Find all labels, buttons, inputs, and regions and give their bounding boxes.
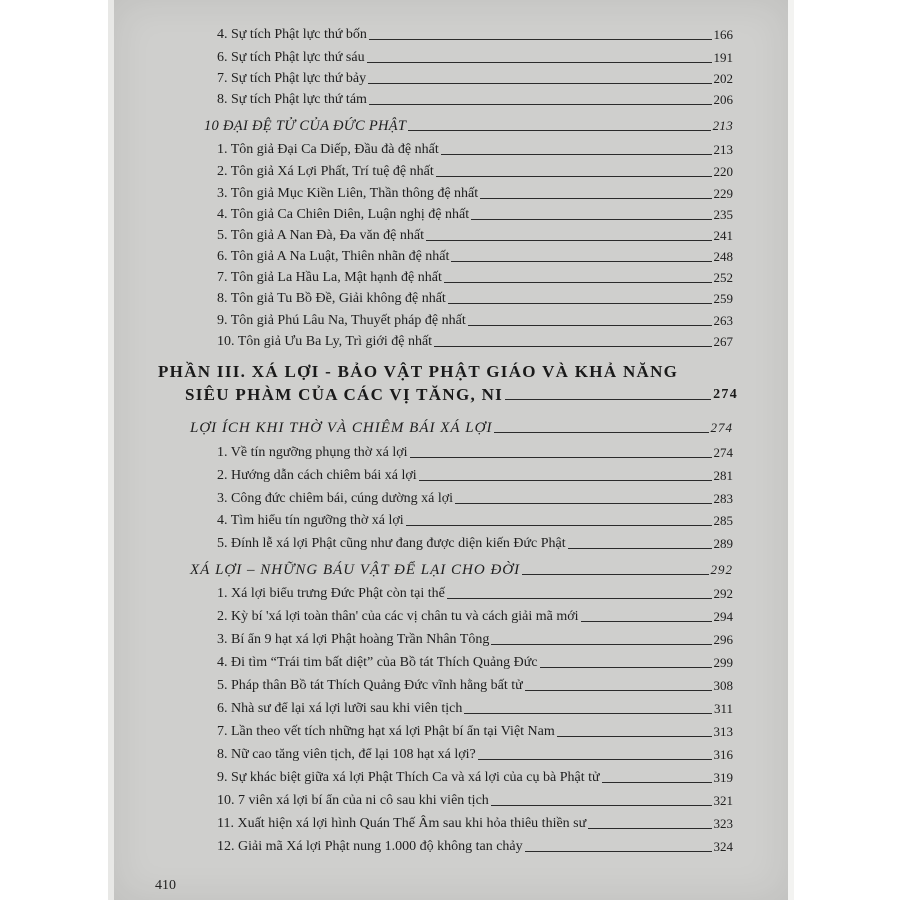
section-page: 292 bbox=[710, 562, 733, 577]
dot-leader bbox=[444, 282, 712, 283]
dot-leader bbox=[448, 303, 712, 304]
toc-entry-label: 4. Sự tích Phật lực thứ bốn bbox=[217, 27, 367, 42]
toc-entry-page: 292 bbox=[713, 586, 733, 601]
section-page: 274 bbox=[710, 420, 733, 435]
toc-entry-label: 10. Tôn giả Ưu Ba Ly, Trì giới đệ nhất bbox=[217, 334, 433, 349]
toc-entry bbox=[217, 491, 733, 507]
dot-leader bbox=[491, 805, 712, 806]
dot-leader bbox=[410, 457, 712, 458]
toc-entry-label: 10. 7 viên xá lợi bí ẩn của ni cô sau khi viên tịch bbox=[217, 793, 489, 808]
toc-entry-label: 11. Xuất hiện xá lợi hình Quán Thế Âm sau khi hỏa thiêu thiền sư bbox=[217, 816, 587, 831]
part-page: 274 bbox=[713, 387, 738, 402]
toc-entry-label: 8. Nữ cao tăng viên tịch, để lại 108 hạt xá lợi? bbox=[217, 747, 476, 762]
dot-leader bbox=[436, 176, 712, 177]
toc-entry-page: 259 bbox=[713, 291, 733, 306]
dot-leader bbox=[525, 851, 712, 852]
dot-leader bbox=[419, 480, 712, 481]
toc-entry-page: 263 bbox=[713, 313, 733, 328]
dot-leader bbox=[464, 713, 712, 714]
dot-leader bbox=[447, 598, 712, 599]
toc-entry-label: 1. Về tín ngưỡng phụng thờ xá lợi bbox=[217, 445, 408, 460]
part-title-continued: SIÊU PHÀM CỦA CÁC VỊ TĂNG, NI bbox=[185, 385, 504, 404]
toc-entry-label: 5. Tôn giả A Nan Đà, Đa văn đệ nhất bbox=[217, 228, 424, 243]
dot-leader bbox=[408, 130, 710, 131]
toc-entry-label: 5. Pháp thân Bồ tát Thích Quảng Đức vĩnh hằng bất tử bbox=[217, 678, 523, 693]
dot-leader bbox=[602, 782, 712, 783]
section-page: 213 bbox=[712, 118, 733, 133]
dot-leader bbox=[540, 667, 712, 668]
dot-leader bbox=[455, 503, 711, 504]
toc-entry-page: 281 bbox=[713, 468, 733, 483]
dot-leader bbox=[441, 154, 712, 155]
toc-entry-page: 202 bbox=[713, 71, 733, 86]
page-number: 410 bbox=[155, 878, 176, 893]
toc-entry-page: 308 bbox=[713, 678, 733, 693]
dot-leader bbox=[369, 104, 712, 105]
section-heading bbox=[204, 118, 733, 134]
toc-entry-page: 229 bbox=[713, 186, 733, 201]
dot-leader bbox=[505, 399, 711, 400]
toc-entry-page: 267 bbox=[713, 334, 733, 349]
toc-entry-page: 296 bbox=[713, 632, 733, 647]
toc-entry-label: 8. Sự tích Phật lực thứ tám bbox=[217, 92, 367, 107]
toc-entry-label: 9. Sự khác biệt giữa xá lợi Phật Thích Ca và xá lợi của cụ bà Phật tử bbox=[217, 770, 600, 785]
toc-entry-label: 2. Tôn giả Xá Lợi Phất, Trí tuệ đệ nhất bbox=[217, 164, 434, 179]
toc-entry-label: 5. Đính lễ xá lợi Phật cũng như đang được diện kiến Đức Phật bbox=[217, 536, 566, 551]
toc-entry-page: 206 bbox=[713, 92, 733, 107]
toc-entry bbox=[217, 816, 733, 832]
toc-entry-page: 248 bbox=[713, 249, 733, 264]
toc-entry-label: 4. Đi tìm “Trái tim bất diệt” của Bồ tát Thích Quảng Đức bbox=[217, 655, 538, 670]
toc-entry-label: 8. Tôn giả Tu Bồ Đề, Giải không đệ nhất bbox=[217, 291, 446, 306]
toc-entry-label: 9. Tôn giả Phú Lâu Na, Thuyết pháp đệ nhất bbox=[217, 313, 466, 328]
toc-entry bbox=[217, 291, 733, 307]
toc-entry bbox=[217, 142, 733, 158]
dot-leader bbox=[451, 261, 711, 262]
section-title: 10 ĐẠI ĐỆ TỬ CỦA ĐỨC PHẬT bbox=[204, 118, 407, 134]
toc-entry-page: 324 bbox=[713, 839, 733, 854]
toc-entry-page: 319 bbox=[713, 770, 733, 785]
dot-leader bbox=[557, 736, 712, 737]
toc-entry bbox=[217, 770, 733, 786]
toc-entry-label: 2. Kỳ bí 'xá lợi toàn thân' của các vị chân tu và cách giải mã mới bbox=[217, 609, 579, 624]
toc-entry-page: 235 bbox=[713, 207, 733, 222]
toc-entry-page: 274 bbox=[713, 445, 733, 460]
dot-leader bbox=[468, 325, 712, 326]
toc-entry-label: 2. Hướng dẫn cách chiêm bái xá lợi bbox=[217, 468, 417, 483]
dot-leader bbox=[406, 525, 712, 526]
toc-entry bbox=[217, 701, 733, 717]
toc-entry-page: 294 bbox=[713, 609, 733, 624]
toc-entry-page: 299 bbox=[713, 655, 733, 670]
dot-leader bbox=[434, 346, 711, 347]
page-edge-right bbox=[788, 0, 794, 900]
toc-entry-label: 7. Tôn giả La Hầu La, Mật hạnh đệ nhất bbox=[217, 270, 442, 285]
toc-entry-page: 323 bbox=[713, 816, 733, 831]
toc-entry bbox=[217, 678, 733, 694]
toc-entry-page: 313 bbox=[713, 724, 733, 739]
toc-entry-label: 7. Lần theo vết tích những hạt xá lợi Phật bí ẩn tại Việt Nam bbox=[217, 724, 555, 739]
toc-entry bbox=[217, 586, 733, 602]
toc-entry-page: 283 bbox=[713, 491, 733, 506]
toc-entry bbox=[217, 50, 733, 66]
toc-entry-label: 4. Tôn giả Ca Chiên Diên, Luận nghị đệ nhất bbox=[217, 207, 470, 222]
section-title: LỢI ÍCH KHI THỜ VÀ CHIÊM BÁI XÁ LỢI bbox=[190, 420, 493, 436]
toc-entry bbox=[217, 445, 733, 461]
dot-leader bbox=[491, 644, 711, 645]
toc-entry-label: 4. Tìm hiểu tín ngưỡng thờ xá lợi bbox=[217, 513, 404, 528]
toc-entry-label: 7. Sự tích Phật lực thứ bảy bbox=[217, 71, 367, 86]
toc-entry bbox=[217, 27, 733, 43]
toc-entry-page: 311 bbox=[713, 701, 733, 716]
dot-leader bbox=[480, 198, 711, 199]
toc-entry bbox=[217, 513, 733, 529]
toc-entry bbox=[217, 249, 733, 265]
dot-leader bbox=[471, 219, 711, 220]
toc-entry bbox=[217, 228, 733, 244]
dot-leader bbox=[525, 690, 712, 691]
dot-leader bbox=[367, 62, 712, 63]
toc-entry bbox=[217, 164, 733, 180]
dot-leader bbox=[478, 759, 712, 760]
toc-entry-label: 6. Sự tích Phật lực thứ sáu bbox=[217, 50, 365, 65]
toc-entry bbox=[217, 92, 733, 108]
part-title: PHẦN III. XÁ LỢI - BẢO VẬT PHẬT GIÁO VÀ KHẢ NĂNG bbox=[158, 362, 679, 381]
toc-entry bbox=[217, 793, 733, 809]
dot-leader bbox=[426, 240, 712, 241]
toc-entry-label: 1. Xá lợi biểu trưng Đức Phật còn tại thế bbox=[217, 586, 445, 601]
toc-entry bbox=[217, 468, 733, 484]
toc-entry-page: 191 bbox=[713, 50, 733, 65]
toc-entry bbox=[217, 313, 733, 329]
toc-entry bbox=[217, 207, 733, 223]
dot-leader bbox=[494, 432, 708, 433]
toc-entry-label: 1. Tôn giả Đại Ca Diếp, Đầu đà đệ nhất bbox=[217, 142, 439, 157]
toc-entry-page: 316 bbox=[713, 747, 733, 762]
toc-entry-page: 252 bbox=[713, 270, 733, 285]
toc-entry-label: 3. Bí ẩn 9 hạt xá lợi Phật hoàng Trần Nhân Tông bbox=[217, 632, 490, 647]
dot-leader bbox=[581, 621, 712, 622]
toc-entry-page: 220 bbox=[713, 164, 733, 179]
toc-entry bbox=[217, 632, 733, 648]
toc-entry-label: 12. Giải mã Xá lợi Phật nung 1.000 độ không tan chảy bbox=[217, 839, 523, 854]
toc-entry-label: 6. Tôn giả A Na Luật, Thiên nhãn đệ nhất bbox=[217, 249, 450, 264]
toc-entry-label: 3. Tôn giả Mục Kiền Liên, Thần thông đệ nhất bbox=[217, 186, 479, 201]
toc-entry-label: 6. Nhà sư để lại xá lợi lưỡi sau khi viên tịch bbox=[217, 701, 463, 716]
dot-leader bbox=[568, 548, 712, 549]
toc-entry bbox=[217, 839, 733, 855]
dot-leader bbox=[369, 39, 712, 40]
toc-entry bbox=[217, 186, 733, 202]
toc-entry-page: 321 bbox=[713, 793, 733, 808]
toc-entry bbox=[217, 334, 733, 350]
dot-leader bbox=[368, 83, 711, 84]
toc-entry bbox=[217, 655, 733, 671]
toc-entry-page: 166 bbox=[713, 27, 733, 42]
part-title-line2 bbox=[185, 387, 738, 403]
toc-entry-page: 241 bbox=[713, 228, 733, 243]
toc-entry bbox=[217, 724, 733, 740]
toc-entry bbox=[217, 536, 733, 552]
section-heading bbox=[190, 562, 733, 578]
toc-entry bbox=[217, 270, 733, 286]
section-heading bbox=[190, 420, 733, 436]
dot-leader bbox=[522, 574, 708, 575]
toc-entry bbox=[217, 747, 733, 763]
dot-leader bbox=[588, 828, 711, 829]
toc-entry-label: 3. Công đức chiêm bái, cúng dường xá lợi bbox=[217, 491, 454, 506]
toc-entry-page: 213 bbox=[713, 142, 733, 157]
toc-entry-page: 289 bbox=[713, 536, 733, 551]
toc-entry bbox=[217, 609, 733, 625]
toc-entry-page: 285 bbox=[713, 513, 733, 528]
toc-entry bbox=[217, 71, 733, 87]
section-title: XÁ LỢI – NHỮNG BÁU VẬT ĐỂ LẠI CHO ĐỜI bbox=[190, 562, 521, 578]
